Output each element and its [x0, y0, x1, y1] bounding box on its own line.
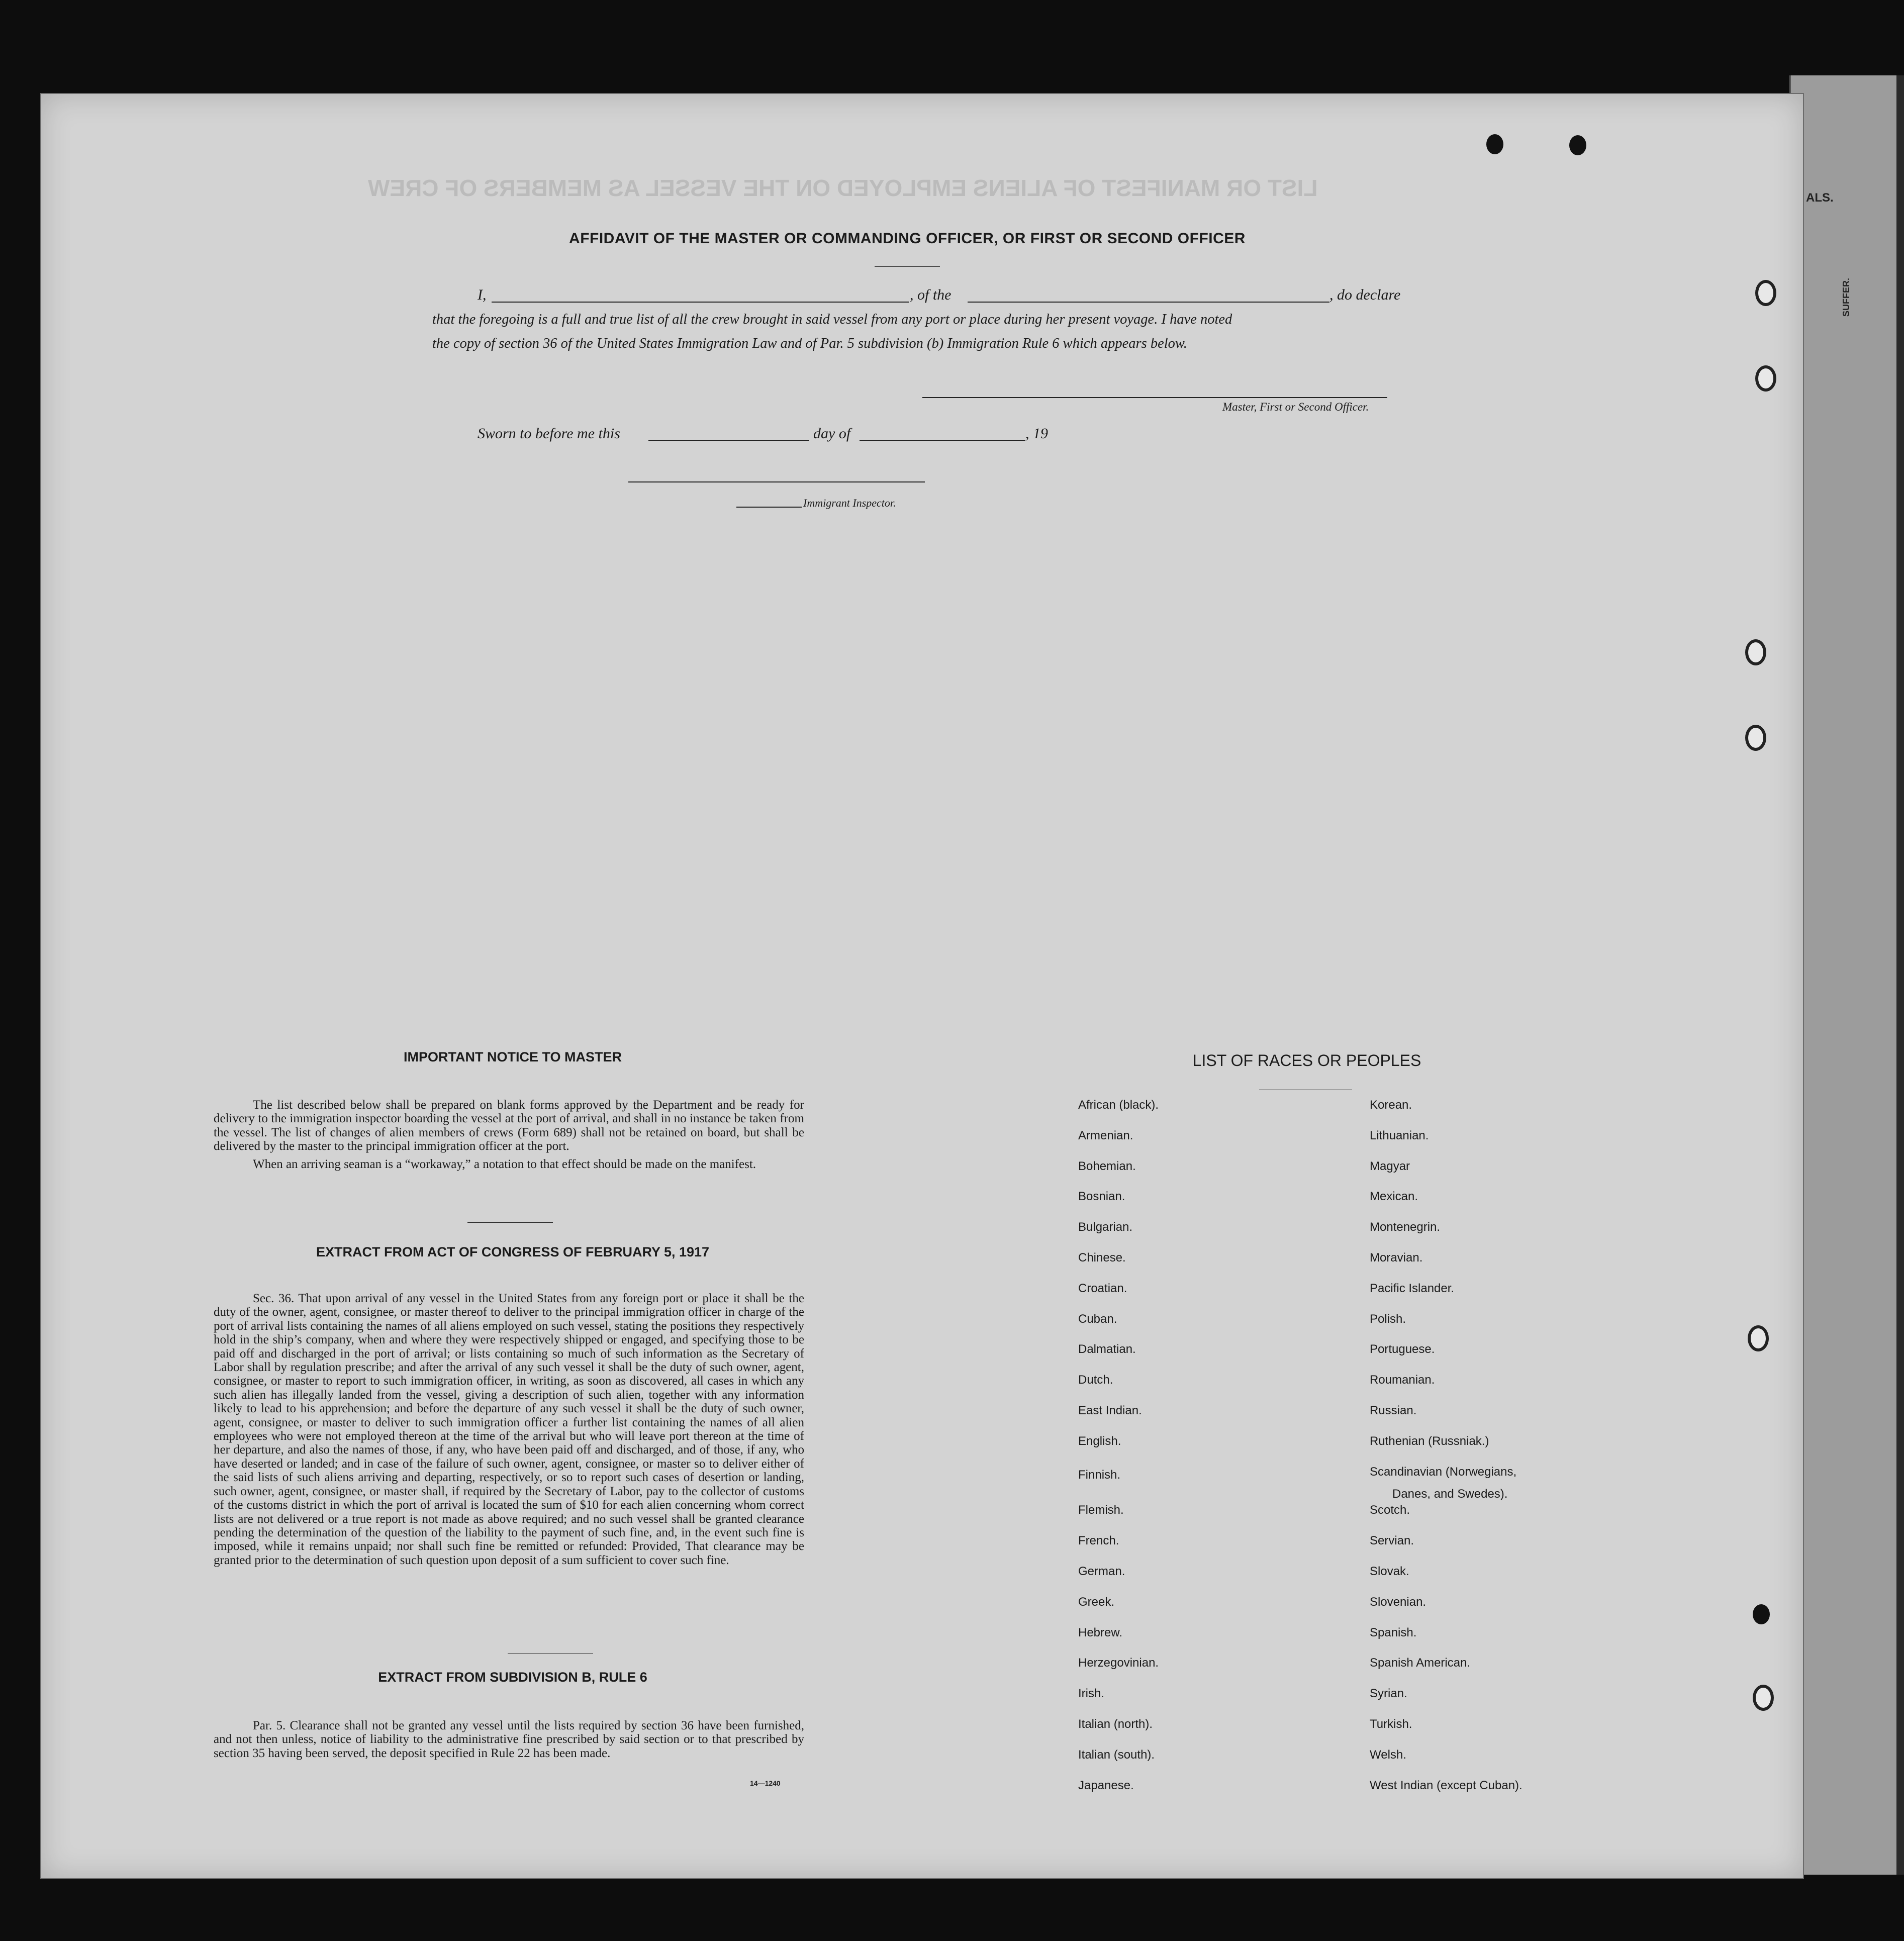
act-text — [214, 1292, 804, 1567]
notice-divider — [467, 1222, 553, 1223]
race-item: Welsh. — [1370, 1748, 1406, 1762]
race-item: Scandinavian (Norwegians, — [1370, 1465, 1517, 1479]
race-item: Italian (south). — [1078, 1748, 1155, 1762]
affidavit-of-the-label: , of the — [910, 286, 951, 303]
races-title: LIST OF RACES OR PEOPLES — [1192, 1051, 1421, 1070]
race-item: West Indian (except Cuban). — [1370, 1778, 1522, 1792]
affidavit-line-3: the copy of section 36 of the United States Immigration Law and of Par. 5 subdivision (b) Immigration Rule 6 which appears below. — [432, 336, 1187, 351]
race-item: Bohemian. — [1078, 1159, 1136, 1173]
signature-line — [922, 397, 1387, 398]
race-item: Hebrew. — [1078, 1625, 1123, 1639]
race-item: Turkish. — [1370, 1717, 1412, 1731]
ink-dot — [1569, 135, 1586, 155]
race-item: Lithuanian. — [1370, 1128, 1429, 1142]
race-item: Dutch. — [1078, 1373, 1113, 1387]
sworn-day-line — [648, 440, 809, 441]
ink-dot — [1753, 1604, 1770, 1624]
race-item: East Indian. — [1078, 1404, 1142, 1417]
race-item: Flemish. — [1078, 1503, 1124, 1517]
race-item: Croatian. — [1078, 1281, 1127, 1295]
race-item: English. — [1078, 1434, 1121, 1448]
inspector-caption: Immigrant Inspector. — [803, 497, 896, 509]
notice-paragraph-1: The list described below shall be prepared on blank forms approved by the Department and be ready for delivery to the immigration inspector boarding the vessel at the port of arrival, and shall in no instance be taken from the vessel. The list of changes of alien members of crews (Form 689) shall not be retained on board, but shall be delivered by the master to the principal immigration officer at the port. — [214, 1098, 804, 1153]
race-item: Italian (north). — [1078, 1717, 1153, 1731]
race-item: Moravian. — [1370, 1251, 1423, 1265]
race-item: Mexican. — [1370, 1190, 1418, 1204]
race-item: Roumanian. — [1370, 1373, 1435, 1387]
ink-dot — [1486, 134, 1503, 154]
race-item: Montenegrin. — [1370, 1220, 1441, 1234]
title-underline — [875, 266, 940, 267]
rule-title: EXTRACT FROM SUBDIVISION B, RULE 6 — [378, 1670, 647, 1685]
year-label: , 19 — [1025, 425, 1048, 442]
underlying-sheet — [1789, 75, 1904, 1875]
race-item: Portuguese. — [1370, 1342, 1435, 1356]
race-item: Finnish. — [1078, 1468, 1121, 1482]
bleed-right-label-a: ALS. — [1806, 191, 1834, 205]
vessel-blank-line — [968, 302, 1329, 303]
notice-paragraph-2: When an arriving seaman is a “workaway,” a notation to that effect should be made on the manifest. — [253, 1157, 756, 1171]
sworn-month-line — [860, 440, 1025, 441]
race-item: Cuban. — [1078, 1312, 1117, 1326]
race-item: Bulgarian. — [1078, 1220, 1133, 1234]
race-item: Polish. — [1370, 1312, 1406, 1326]
race-item: Korean. — [1370, 1098, 1412, 1112]
rule-text — [214, 1719, 804, 1760]
rule-paragraph: Par. 5. Clearance shall not be granted any vessel until the lists required by section 36 have been furnished, and not then unless, notice of liability to the administrative fine prescribed by said section or to that prescribed by section 35 having been served, the deposit specified in Rule 22 has been made. — [214, 1719, 804, 1760]
race-item: Pacific Islander. — [1370, 1281, 1455, 1295]
sworn-label: Sworn to before me this — [478, 425, 620, 442]
race-item: Bosnian. — [1078, 1190, 1125, 1204]
race-item: Greek. — [1078, 1595, 1115, 1609]
race-item: Herzegovinian. — [1078, 1656, 1159, 1670]
race-item: Scotch. — [1370, 1503, 1410, 1517]
bleed-right-label-b: SUFFER. — [1841, 277, 1851, 317]
act-section-36: Sec. 36. That upon arrival of any vessel in the United States from any foreign port or place it shall be the duty of the owner, agent, consignee, or master thereof to deliver to the principal immigration officer in charge of the port of arrival lists containing the names of all aliens employed on such vessel, stating the positions they respectively hold in the ship’s company, when and where they were respectively shipped or engaged, and specifying those to be paid off and discharged in the port of arrival; or lists containing so much of such information as the Secretary of Labor shall by regulation prescribe; and after the arrival of any such vessel it shall be the duty of such owner, agent, consignee, or master to report to such immigration officer, in writing, as soon as discovered, all cases in which any such alien has illegally landed from the vessel, giving a description of such alien, together with any information likely to lead to his apprehension; and before the departure of any such vessel it shall be the duty of such owner, agent, consignee, or master to deliver to such immigration officer a further list containing the names of all alien employees who were not employed thereon at the time of the arrival but who will leave port thereon at the time of her departure, and also the names of those, if any, who have been paid off and discharged, and of those, if any, who have deserted or landed; and in case of the failure of such owner, agent, consignee, or master so to deliver either of the said lists of such aliens arriving and departing, respectively, or so to report such cases of desertion or landing, such owner, agent, consignee, or master shall, if required by the Secretary of Labor, pay to the collector of customs of the customs district in which the port of arrival is located the sum of $10 for each alien concerning whom correct lists are not delivered or a true report is not made as above required; and no such vessel shall be granted clearance pending the determination of the question of the liability to the payment of such fine, and, in the event such fine is imposed, while it remains unpaid; nor shall such fine be remitted or refunded: Provided, That clearance may be granted prior to the determination of such question upon deposit of a sum sufficient to cover such fine. — [214, 1292, 804, 1567]
race-item: Irish. — [1078, 1687, 1105, 1701]
race-item: Chinese. — [1078, 1251, 1126, 1265]
race-item: Ruthenian (Russniak.) — [1370, 1434, 1489, 1448]
race-item: Magyar — [1370, 1159, 1410, 1173]
punch-hole — [1755, 365, 1776, 392]
name-blank-line — [492, 302, 909, 303]
punch-hole — [1748, 1325, 1769, 1351]
punch-hole — [1755, 280, 1776, 306]
bleed-through-heading: LIST OR MANIFEST OF ALIENS EMPLOYED ON THE VESSEL AS MEMBERS OF CREW — [368, 175, 1318, 201]
race-item: Spanish American. — [1370, 1656, 1471, 1670]
inspector-line — [736, 507, 802, 508]
affidavit-title: AFFIDAVIT OF THE MASTER OR COMMANDING OFFICER, OR FIRST OR SECOND OFFICER — [569, 230, 1246, 247]
manifest-page — [40, 93, 1804, 1879]
race-item: Danes, and Swedes). — [1392, 1487, 1508, 1501]
sheet-edge — [1896, 75, 1904, 1875]
notice-title: IMPORTANT NOTICE TO MASTER — [404, 1049, 622, 1064]
race-item: German. — [1078, 1565, 1125, 1578]
race-item: Dalmatian. — [1078, 1342, 1136, 1356]
race-item: Syrian. — [1370, 1687, 1407, 1701]
race-item: African (black). — [1078, 1098, 1159, 1112]
affidavit-do-declare: , do declare — [1329, 286, 1401, 303]
inspector-line-upper — [628, 481, 925, 482]
notice-text — [214, 1098, 804, 1175]
race-item: Slovak. — [1370, 1565, 1409, 1578]
punch-hole — [1745, 639, 1766, 665]
affidavit-i-label: I, — [478, 286, 487, 303]
race-item: Armenian. — [1078, 1128, 1133, 1142]
punch-hole — [1745, 725, 1766, 751]
race-item: Slovenian. — [1370, 1595, 1426, 1609]
punch-hole — [1753, 1685, 1774, 1711]
signature-caption: Master, First or Second Officer. — [1222, 401, 1369, 413]
race-item: Russian. — [1370, 1404, 1417, 1417]
race-item: Servian. — [1370, 1534, 1414, 1548]
act-title: EXTRACT FROM ACT OF CONGRESS OF FEBRUARY 5, 1917 — [316, 1244, 710, 1259]
affidavit-line-2: that the foregoing is a full and true list of all the crew brought in said vessel from any port or place during her present voyage. I have noted — [432, 312, 1232, 327]
race-item: Spanish. — [1370, 1625, 1417, 1639]
day-of-label: day of — [813, 425, 851, 442]
race-item: French. — [1078, 1534, 1119, 1548]
form-number: 14—1240 — [750, 1779, 781, 1787]
race-item: Japanese. — [1078, 1778, 1134, 1792]
